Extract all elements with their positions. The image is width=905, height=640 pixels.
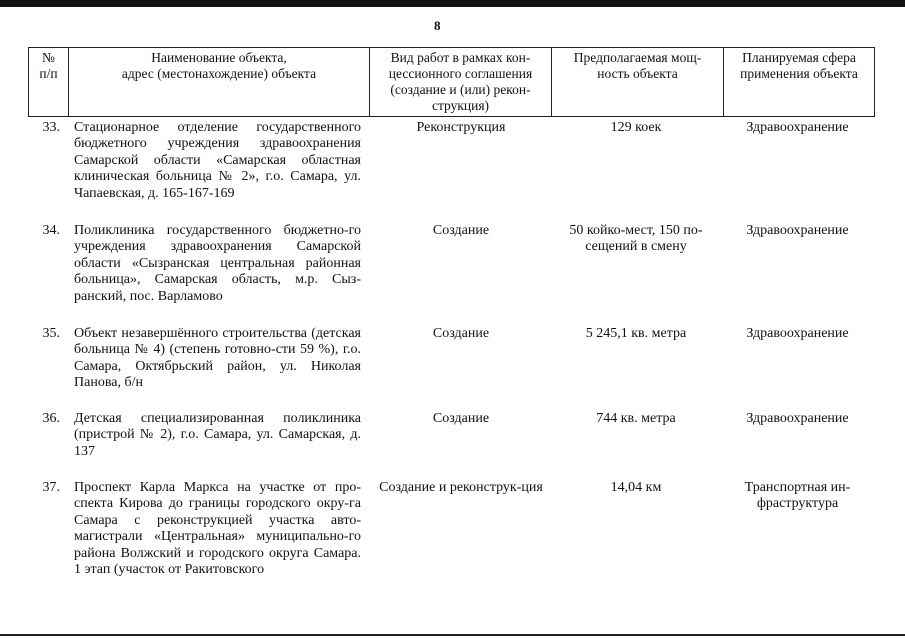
row-33-work: Реконструкция (416, 120, 506, 135)
header-col-capacity: Предполагаемая мощ- ность объекта (551, 47, 723, 117)
header-col-work-type: Вид работ в рамках кон- цессионного соглашения (создание и (или) рекон- струкция) (369, 47, 551, 117)
row-33-name: Стационарное отделение государственного бюджетного учреждения здравоохранения Самарской области «Самарская областная клиническая больница № 2», г.о. Самара, ул. Чапаевская, д. 165-167-169 (74, 120, 361, 201)
row-37-number: 37. (42, 480, 60, 495)
row-34-work: Создание (432, 223, 490, 238)
row-35-work: Создание (432, 326, 490, 341)
row-34-capacity: 50 койко-мест, 150 по-сещений в смену (569, 223, 703, 255)
row-33-number: 33. (42, 120, 60, 135)
top-border-bar (0, 0, 905, 7)
row-34-name: Поликлиника государственного бюджетно-го учреждения здравоохранения Самарской области «Сызранская центральная районная больница», Самарская область, м.р. Сыз-ранский, пос. Варламово (74, 223, 361, 304)
row-36-work: Создание (432, 411, 490, 426)
row-34-number: 34. (42, 223, 60, 238)
row-36-use: Здравоохранение (746, 411, 849, 426)
row-36-capacity: 744 кв. метра (596, 411, 676, 426)
row-36-number: 36. (42, 411, 60, 426)
row-36-name: Детская специализированная поликлиника (пристрой № 2), г.о. Самара, ул. Самарская, д. 137 (74, 411, 361, 459)
row-33-capacity: 129 коек (610, 120, 662, 135)
row-35-use: Здравоохранение (746, 326, 849, 341)
row-34-use: Здравоохранение (746, 223, 849, 238)
row-35-number: 35. (42, 326, 60, 341)
row-33-use: Здравоохранение (746, 120, 849, 135)
header-col-use: Планируемая сфера применения объекта (723, 47, 875, 117)
header-col-name: Наименование объекта, адрес (местонахождение) объекта (68, 47, 369, 117)
bottom-border-line (0, 634, 905, 636)
row-37-use: Транспортная ин-фраструктура (744, 480, 851, 512)
row-37-work: Создание и реконструк-ция (379, 480, 543, 495)
row-37-name: Проспект Карла Маркса на участке от про-спекта Кирова до границы городского окру-га Самара с реконструкцией участка авто-магистрали «Центральная» муниципально-го района Волжский и городского округа Самара. 1 этап (участок от Ракитовского (74, 480, 361, 578)
page-number: 8 (434, 18, 441, 33)
header-col-number: № п/п (28, 47, 68, 117)
row-35-capacity: 5 245,1 кв. метра (585, 326, 687, 341)
row-37-capacity: 14,04 км (610, 480, 662, 495)
row-35-name: Объект незавершённого строительства (детская больница № 4) (степень готовно-сти 59 %), г.о. Самара, Октябрьский район, ул. Николая Панова, б/н (74, 326, 361, 391)
